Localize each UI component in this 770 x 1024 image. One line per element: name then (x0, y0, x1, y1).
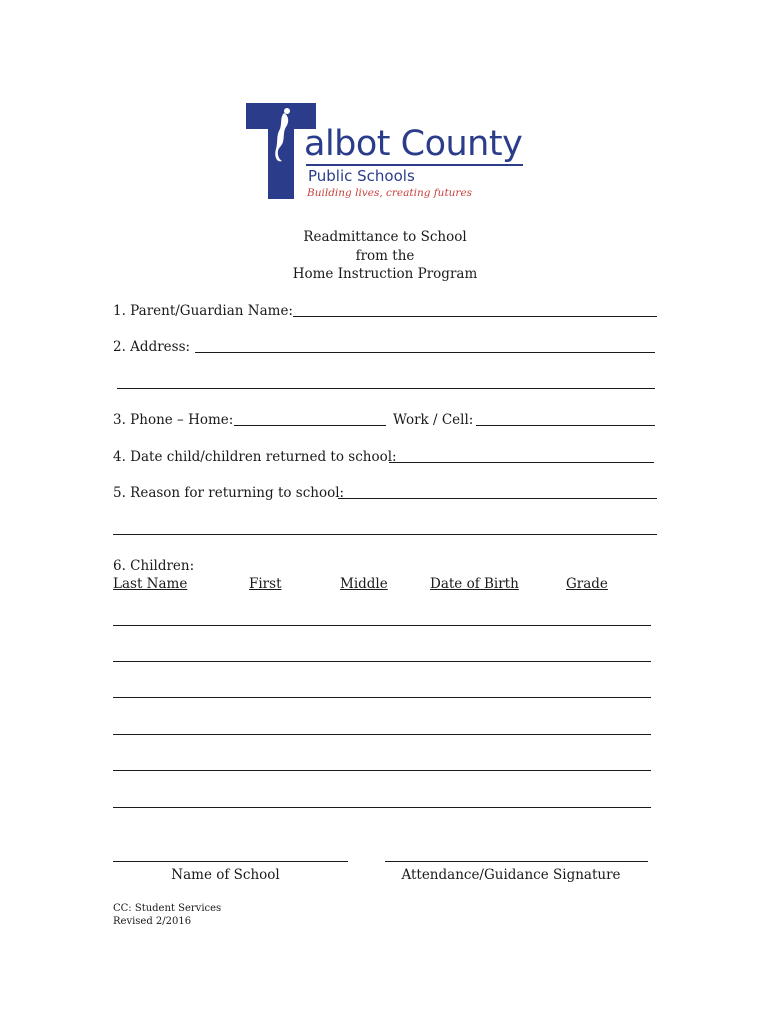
column-last-name: Last Name (113, 576, 188, 592)
address-label: 2. Address: (113, 339, 191, 355)
column-grade: Grade (566, 576, 608, 592)
parent-guardian-field[interactable] (293, 316, 657, 317)
address-field-line2[interactable] (117, 388, 655, 389)
school-name-field[interactable] (113, 861, 348, 862)
child-entry-line[interactable] (113, 625, 651, 626)
talbot-county-logo (246, 101, 528, 203)
reason-label: 5. Reason for returning to school: (113, 485, 345, 501)
column-date-of-birth: Date of Birth (430, 576, 519, 592)
child-entry-line[interactable] (113, 770, 651, 771)
logo-title: albot County (304, 124, 523, 164)
return-date-label: 4. Date child/children returned to school: (113, 449, 397, 465)
child-entry-line[interactable] (113, 734, 651, 735)
logo-tagline: Building lives, creating futures (307, 187, 473, 199)
reason-field-line1[interactable] (338, 498, 657, 499)
children-label: 6. Children: (113, 558, 195, 574)
school-name-label: Name of School (171, 867, 280, 883)
return-date-field[interactable] (389, 462, 654, 463)
footer-cc: CC: Student Services (113, 903, 222, 914)
column-first: First (249, 576, 282, 592)
signature-label: Attendance/Guidance Signature (401, 867, 621, 883)
form-title-line3: Home Instruction Program (292, 266, 478, 282)
column-middle: Middle (340, 576, 388, 592)
reason-field-line2[interactable] (113, 534, 657, 535)
parent-guardian-label: 1. Parent/Guardian Name: (113, 303, 293, 319)
child-entry-line[interactable] (113, 661, 651, 662)
address-field-line1[interactable] (195, 352, 655, 353)
child-entry-line[interactable] (113, 697, 651, 698)
form-title-line1: Readmittance to School (303, 229, 467, 245)
phone-home-label: 3. Phone – Home: (113, 412, 234, 428)
work-cell-field[interactable] (476, 425, 655, 426)
footer-revised: Revised 2/2016 (113, 916, 192, 927)
form-title-line2: from the (355, 248, 415, 264)
phone-home-field[interactable] (234, 425, 386, 426)
logo-subtitle: Public Schools (308, 167, 415, 185)
work-cell-label: Work / Cell: (393, 412, 474, 428)
signature-field[interactable] (385, 861, 648, 862)
child-entry-line[interactable] (113, 807, 651, 808)
